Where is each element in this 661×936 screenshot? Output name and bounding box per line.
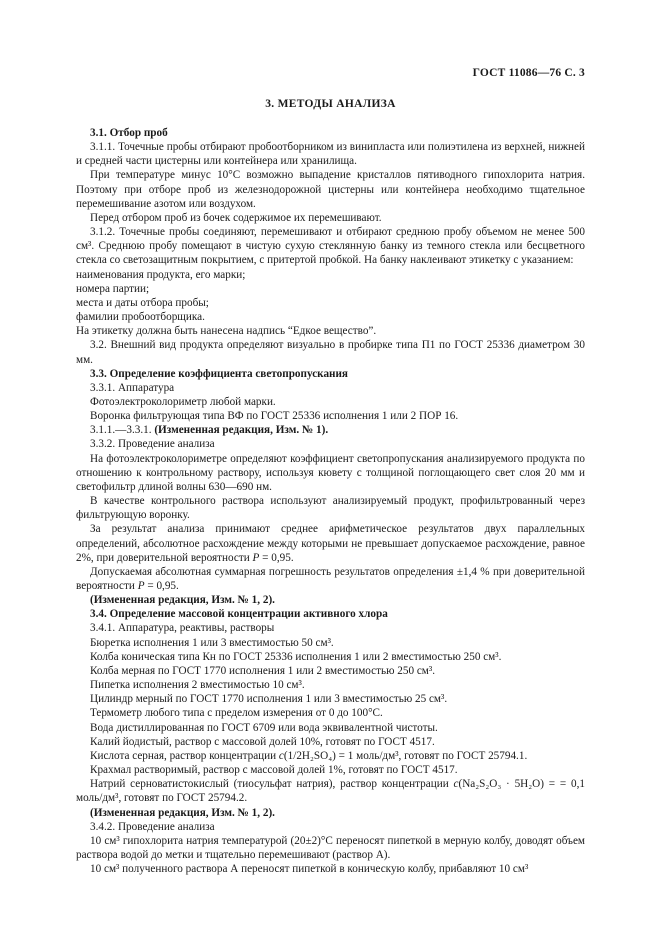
subsection-heading-3-1: 3.1. Отбор проб (90, 127, 168, 139)
probability-variable: P (137, 580, 145, 592)
paragraph-3-3-1: 3.3.1. Аппаратура (90, 381, 175, 394)
reagent-thiosulfate (76, 777, 585, 805)
error-text: Допускаемая абсолютная суммарная погрешность результатов определения ±1,4 % при доверительной вероятности (76, 565, 585, 592)
section-title: 3. МЕТОДЫ АНАЛИЗА (265, 98, 396, 110)
change-note-3-1-1 (76, 423, 585, 437)
equipment-item: Вода дистиллированная по ГОСТ 6709 или вода эквивалентной чистоты. (90, 721, 438, 734)
equipment-item: Бюретка исполнения 1 или 3 вместимостью 50 см³. (90, 636, 334, 649)
list-item: номера партии; (76, 282, 150, 295)
equipment-item: Пипетка исполнения 2 вместимостью 10 см³. (90, 679, 305, 692)
list-item: наименования продукта, его марки; (76, 268, 246, 281)
paragraph-3-3-2: 3.3.2. Проведение анализа (90, 438, 215, 451)
error-value: = 0,95. (147, 580, 179, 592)
concentration-variable: c (453, 778, 459, 791)
paragraph-control-solution: В качестве контрольного раствора используют анализируемый продукт, профильтрованный через фильтрующую воронку. (76, 495, 585, 522)
concentration-variable: c (278, 749, 284, 762)
paragraph-barrels: Перед отбором проб из бочек содержимое их перемешивают. (90, 211, 382, 224)
change-note-text: (Измененная редакция, Изм. № 1). (154, 424, 329, 437)
paragraph-solution-a-transfer: 10 см³ полученного раствора А переносят пипеткой в коническую колбу, прибавляют 10 см³ (90, 863, 529, 876)
equipment-funnel: Воронка фильтрующая типа ВФ по ГОСТ 25336 исполнения 1 или 2 ПОР 16. (90, 410, 459, 423)
thio-formula: (Na₂S₂O₃ · 5H₂O) = = 0,1 моль/дм³, готовят по ГОСТ 25794.2. (76, 778, 586, 805)
paragraph-colorimeter-method: На фотоэлектроколориметре определяют коэффициент светопропускания анализируемого продукта по отношению к контрольному раствору, используя кювету с толщиной поглощающего свет слоя 20 мм и светофильтр длиной волны 630—690 нм. (76, 452, 585, 493)
paragraph-3-4-2: 3.4.2. Проведение анализа (90, 820, 215, 833)
paragraph-result (76, 522, 585, 564)
label-note: На этикетку должна быть нанесена надпись “Едкое вещество”. (76, 325, 377, 338)
subsection-heading-3-4: 3.4. Определение массовой концентрации активного хлора (90, 608, 388, 621)
equipment-item: Колба коническая типа Кн по ГОСТ 25336 исполнения 1 или 2 вместимостью 250 см³. (90, 650, 502, 663)
result-text: За результат анализа принимают среднее арифметическое результатов двух параллельных определений, абсолютное расхождение между которыми не превышает допускаемое расхождение, равное 2%, при доверительной вероятности (76, 523, 585, 564)
probability-variable: P (252, 551, 260, 564)
equipment-item: Термометр любого типа с пределом измерения от 0 до 100°С. (90, 707, 383, 720)
paragraph-temperature: При температуре минус 10°С возможно выпадение кристаллов пятиводного гипохлорита натрия. Поэтому при отборе проб из железнодорожной цистерны или контейнера необходимо тщательное перемешивание азотом или воздухом. (76, 169, 585, 210)
subsection-heading-3-3: 3.3. Определение коэффициента светопропускания (90, 367, 348, 380)
paragraph-3-4-1: 3.4.1. Аппаратура, реактивы, растворы (90, 622, 275, 635)
list-item: места и даты отбора пробы; (76, 296, 209, 309)
change-note-1-2: (Измененная редакция, Изм. № 1, 2). (90, 594, 275, 607)
paragraph-solution-a: 10 см³ гипохлорита натрия температурой (20±2)°С переносят пипеткой в мерную колбу, доводят объем раствора водой до метки и тщательно перемешивают (раствор А). (76, 834, 585, 861)
paragraph-3-1-1: 3.1.1. Точечные пробы отбирают пробоотборником из винипласта или полиэтилена из верхней, нижней и средней части цистерны или контейнера или хранилища. (76, 141, 585, 168)
equipment-item: Колба мерная по ГОСТ 1770 исполнения 1 или 2 вместимостью 250 см³. (90, 664, 436, 677)
acid-formula: (1/2H₂SO₄) = 1 моль/дм³, готовят по ГОСТ 25794.1. (283, 749, 528, 762)
page-header: ГОСТ 11086—76 С. 3 (472, 67, 585, 79)
change-note-1-2-b: (Измененная редакция, Изм. № 1, 2). (90, 806, 275, 819)
equipment-item: Цилиндр мерный по ГОСТ 1770 исполнения 1 или 3 вместимостью 25 см³. (90, 693, 448, 706)
change-note-range: 3.1.1.—3.3.1. (90, 424, 152, 437)
paragraph-3-1-2: 3.1.2. Точечные пробы соединяют, перемешивают и отбирают среднюю пробу объемом не менее 500 см³. Среднюю пробу помещают в чистую сухую стеклянную банку из темного стекла или бесцветного стекла со светозащитным покрытием, с притертой пробкой. На банку наклеивают этикетку с указанием: (76, 226, 585, 267)
reagent-starch: Крахмал растворимый, раствор с массовой долей 1%, готовят по ГОСТ 4517. (90, 764, 458, 777)
equipment-colorimeter: Фотоэлектроколориметр любой марки. (90, 395, 276, 408)
paragraph-error (76, 565, 585, 593)
paragraph-3-2: 3.2. Внешний вид продукта определяют визуально в пробирке типа П1 по ГОСТ 25336 диаметром 30 мм. (76, 339, 585, 366)
equipment-item: Калий йодистый, раствор с массовой долей 10%, готовят по ГОСТ 4517. (90, 735, 435, 748)
thio-text: Натрий серноватистокислый (тиосульфат натрия), раствор концентрации (90, 778, 449, 791)
result-value: = 0,95. (262, 551, 294, 564)
list-item: фамилии пробоотборщика. (76, 311, 205, 324)
label-requirements-list (76, 268, 585, 325)
reagent-sulfuric-acid (76, 749, 585, 763)
document-body (76, 126, 585, 876)
acid-text: Кислота серная, раствор концентрации (90, 749, 277, 762)
